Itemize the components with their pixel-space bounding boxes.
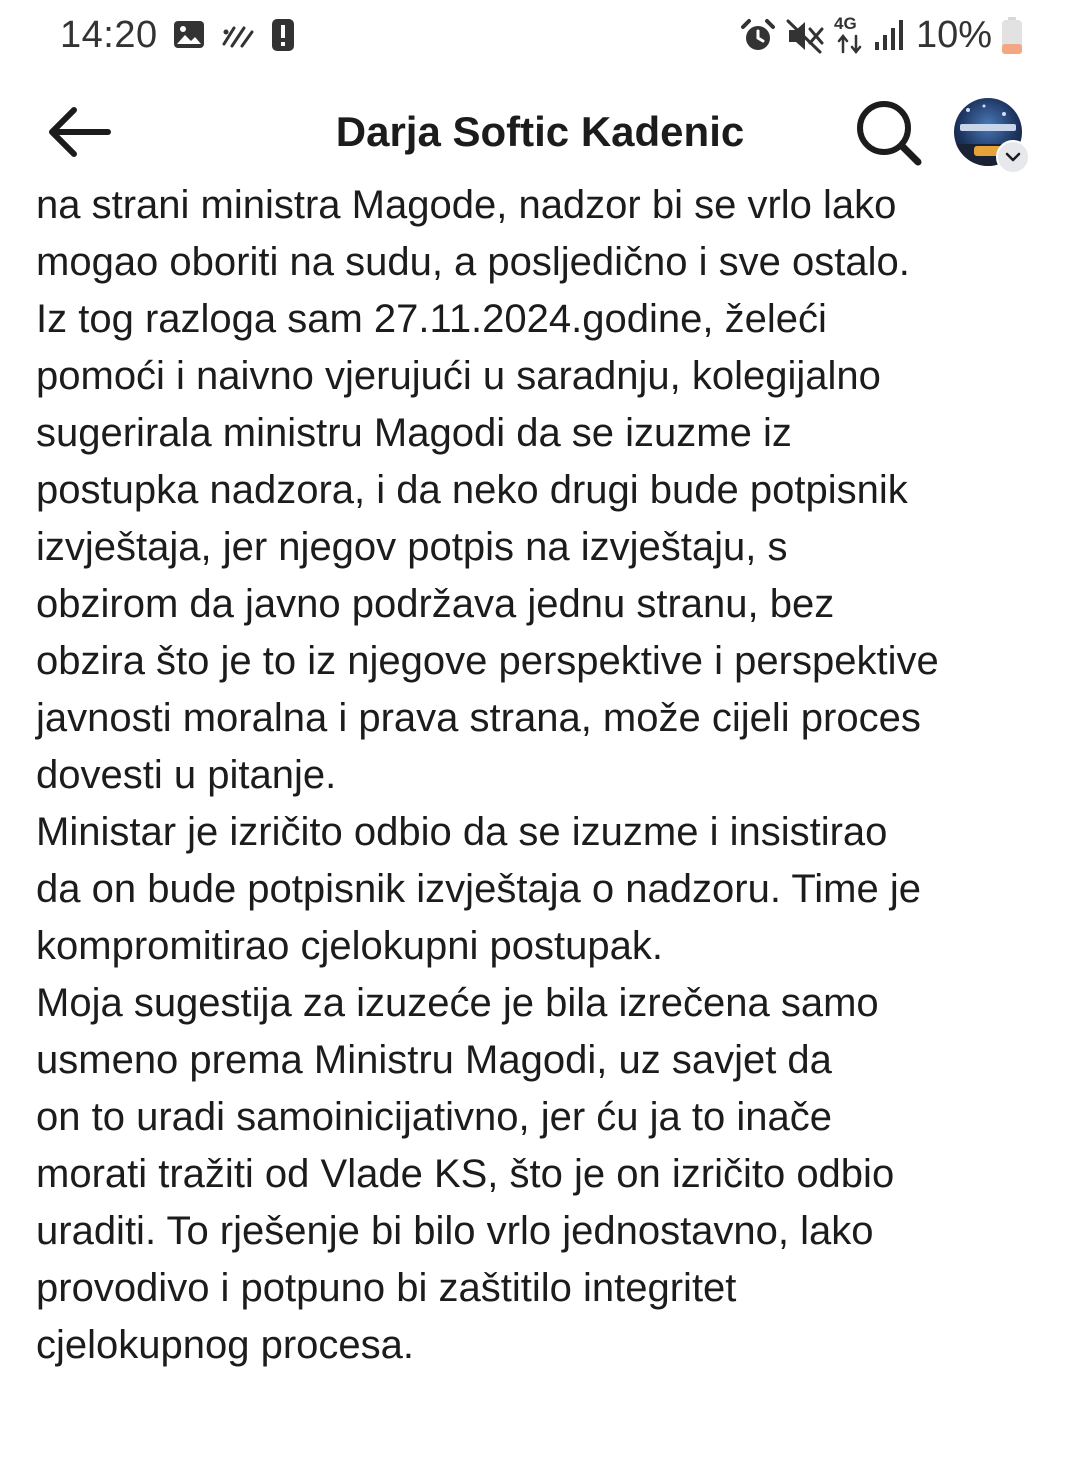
search-icon: [852, 96, 924, 168]
network-label: 4G: [834, 14, 857, 33]
status-bar: [0, 0, 1080, 72]
post-text-line: izvještaja, jer njegov potpis na izvještaju, s: [36, 525, 788, 569]
signal-icon: [872, 18, 908, 52]
post-text-line: Ministar je izričito odbio da se izuzme i insistirao: [36, 810, 888, 854]
chevron-down-icon: [998, 142, 1028, 172]
post-text-line: uraditi. To rješenje bi bilo vrlo jednostavno, lako: [36, 1209, 874, 1253]
post-text-line: mogao oboriti na sudu, a posljedično i sve ostalo.: [36, 240, 910, 284]
post-text-line: kompromitirao cjelokupni postupak.: [36, 924, 663, 968]
battery-level: 10%: [915, 14, 992, 56]
image-icon: [172, 18, 206, 52]
account-switcher[interactable]: [996, 140, 1030, 174]
alarm-icon: [740, 18, 776, 54]
post-text-line: on to uradi samoinicijativno, jer ću ja to inače: [36, 1095, 832, 1139]
post-text-line: obzira što je to iz njegove perspektive i perspektive: [36, 639, 939, 683]
battery-icon: [1000, 16, 1024, 56]
post-text-line: morati tražiti od Vlade KS, što je on izričito odbio: [36, 1152, 895, 1196]
post-text-line: dovesti u pitanje.: [36, 753, 337, 797]
alert-icon: [270, 18, 296, 52]
post-text-line: sugerirala ministru Magodi da se izuzme iz: [36, 411, 792, 455]
post-text-line: postupka nadzora, i da neko drugi bude potpisnik: [36, 468, 908, 512]
post-text-line: pomoći i naivno vjerujući u saradnju, kolegijalno: [36, 354, 881, 398]
post-text: [36, 178, 1076, 1374]
post-text-line: na strani ministra Magode, nadzor bi se vrlo lako: [36, 183, 897, 227]
status-time: 14:20: [60, 14, 158, 56]
post-text-line: Iz tog razloga sam 27.11.2024.godine, želeći: [36, 297, 827, 341]
nfc-icon: [220, 18, 256, 52]
post-text-line: usmeno prema Ministru Magodi, uz savjet da: [36, 1038, 832, 1082]
post-body: [0, 178, 1080, 1458]
page-title: Darja Softic Kadenic: [335, 108, 745, 155]
app-header: [0, 88, 1080, 178]
post-text-line: da on bude potpisnik izvještaja o nadzoru. Time je: [36, 867, 921, 911]
post-text-line: Moja sugestija za izuzeće je bila izrečena samo: [36, 981, 879, 1025]
post-text-line: obzirom da javno podržava jednu stranu, bez: [36, 582, 835, 626]
mute-icon: [786, 18, 826, 54]
search-button[interactable]: [852, 96, 924, 168]
post-text-line: provodivo i potpuno bi zaštitilo integritet: [36, 1266, 737, 1310]
network-indicator: [834, 14, 866, 54]
post-text-line: cjelokupnog procesa.: [36, 1323, 415, 1367]
post-text-line: javnosti moralna i prava strana, može cijeli proces: [36, 696, 921, 740]
